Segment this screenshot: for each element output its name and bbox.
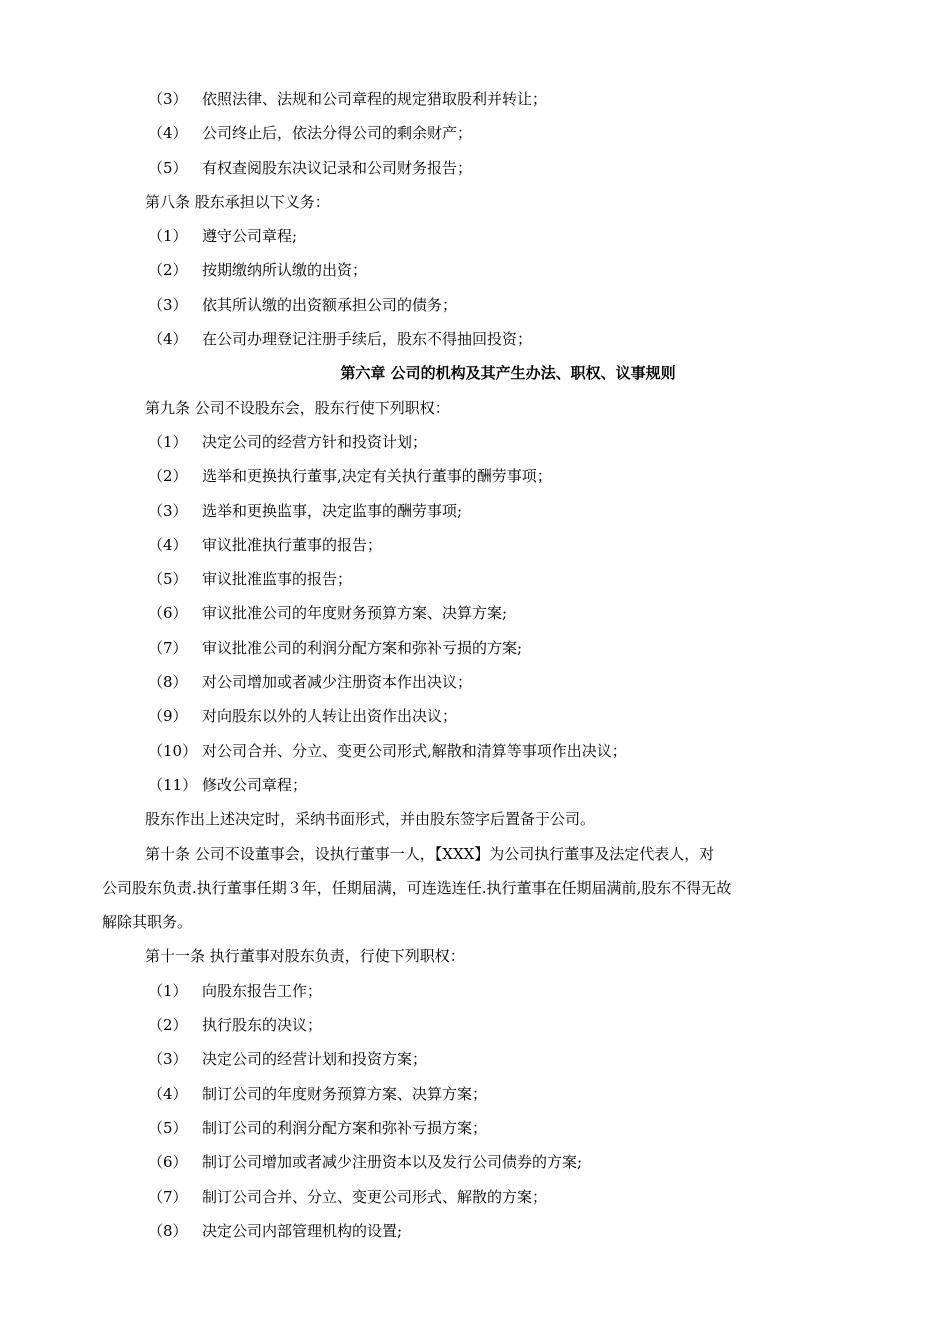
item-text: 公司终止后，依法分得公司的剩余财产； [202,124,473,143]
item-number: （11） [148,775,198,794]
item-text: 决定公司的经营计划和投资方案； [202,1050,428,1069]
item-number: （1） [148,227,188,246]
item-number: （1） [148,432,188,451]
list-item [0,1077,950,1111]
item-text: 依照法律、法规和公司章程的规定猎取股利并转让； [202,90,548,108]
list-item [0,82,950,116]
item-number: （2） [148,1016,188,1035]
item-number: （9） [148,707,188,726]
list-item [0,974,950,1008]
article-11-heading: 第十一条 执行董事对股东负责，行使下列职权： [145,947,465,966]
item-text: 按期缴纳所认缴的出资； [202,261,368,280]
list-item [0,459,950,493]
list-item [0,562,950,596]
list-item [0,288,950,322]
item-number: （4） [148,1084,188,1103]
item-text: 遵守公司章程; [202,227,298,246]
item-number: （10） [148,741,198,760]
item-text: 制订公司增加或者减少注册资本以及发行公司债券的方案; [202,1153,583,1172]
item-number: （7） [148,638,188,657]
list-item [0,1145,950,1179]
item-number: （3） [148,295,188,314]
item-number: （8） [148,673,188,692]
item-text: 依其所认缴的出资额承担公司的债务； [202,295,458,314]
list-item [0,699,950,733]
item-number: （8） [148,1221,188,1240]
item-text: 对向股东以外的人转让出资作出决议； [202,707,458,726]
list-item [0,151,950,185]
item-text: 制订公司的年度财务预算方案、决算方案； [202,1084,488,1103]
list-item [0,665,950,699]
item-number: （4） [148,330,188,349]
item-number: （7） [148,1187,188,1206]
item-text: 制订公司合并、分立、变更公司形式、解散的方案； [202,1187,548,1206]
list-item [0,1214,950,1248]
item-text: 对公司增加或者减少注册资本作出决议； [202,673,473,692]
list-item [0,253,950,287]
list-item [0,1042,950,1076]
item-text: 决定公司内部管理机构的设置; [202,1221,403,1240]
document-page [0,82,950,1248]
item-text: 执行股东的决议； [202,1016,323,1035]
article-8-heading: 第八条 股东承担以下义务： [145,192,330,211]
article-10-line-3: 解除其职务。 [102,913,193,932]
list-item [0,631,950,665]
list-item [0,1008,950,1042]
item-number: （1） [148,981,188,1000]
item-text: 向股东报告工作； [202,981,323,1000]
item-number: （4） [148,124,188,143]
list-item [0,528,950,562]
list-item [0,596,950,630]
item-number: （3） [148,1050,188,1069]
article-10-line-2: 公司股东负责.执行董事任期３年，任期届满，可连选连任.执行董事在任期届满前,股东不得无故 [102,878,732,897]
item-number: （5） [148,570,188,589]
item-text: 有权查阅股东决议记录和公司财务报告； [202,158,473,177]
item-text: 审议批准执行董事的报告； [202,535,383,554]
item-text: 选举和更换监事，决定监事的酬劳事项; [202,501,463,520]
item-number: （4） [148,535,188,554]
item-number: （6） [148,604,188,623]
item-text: 审议批准公司的利润分配方案和弥补亏损的方案; [202,638,523,657]
list-item [0,1180,950,1214]
item-text: 决定公司的经营方针和投资计划； [202,432,428,451]
chapter-6-title: 第六章 公司的机构及其产生办法、职权、议事规则 [340,364,676,383]
item-number: （5） [148,158,188,177]
list-item [0,116,950,150]
item-text: 制订公司的利润分配方案和弥补亏损方案； [202,1118,488,1137]
item-text: 修改公司章程； [202,775,308,794]
item-text: 对公司合并、分立、变更公司形式,解散和清算等事项作出决议； [202,741,627,760]
item-text: 审议批准公司的年度财务预算方案、决算方案; [202,604,508,623]
list-item [0,494,950,528]
list-item [0,219,950,253]
list-item [0,734,950,768]
item-number: （3） [148,90,188,108]
article-9-heading: 第九条 公司不设股东会，股东行使下列职权： [145,398,450,417]
item-text: 选举和更换执行董事,决定有关执行董事的酬劳事项； [202,467,552,486]
article-10-line-1: 第十条 公司不设董事会，设执行董事一人，【XXX】为公司执行董事及法定代表人，对 [145,844,715,863]
list-item [0,768,950,802]
item-text: 在公司办理登记注册手续后，股东不得抽回投资； [202,330,533,349]
item-number: （6） [148,1153,188,1172]
item-number: （2） [148,467,188,486]
item-number: （2） [148,261,188,280]
item-text: 审议批准监事的报告； [202,570,353,589]
list-item [0,1111,950,1145]
item-number: （5） [148,1118,188,1137]
item-number: （3） [148,501,188,520]
list-item [0,425,950,459]
shareholder-note: 股东作出上述决定时，采纳书面形式，并由股东签字后置备于公司。 [145,810,596,829]
list-item [0,322,950,356]
